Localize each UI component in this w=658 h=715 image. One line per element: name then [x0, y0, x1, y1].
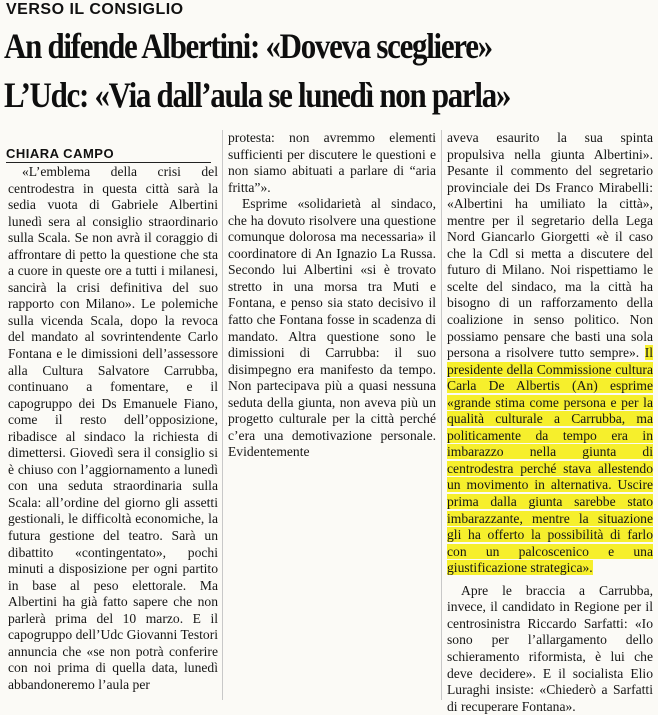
highlighted-passage: Il presidente della Commissione cultura Carla De Albertis (An) esprime «grande stima come persona e per la qualità culturale a Carrubba, ma politicamente da tempo era in imbarazzo nella giunta di centrodestra perché stava allestendo un movimento in alternativa. Uscire prima dalla giunta sarebbe stato imbarazzante, mentre la situazione gli ha offerto la possibilità di farlo con un palcoscenico e una giustificazione strategica». — [447, 345, 653, 576]
section-kicker: VERSO IL CONSIGLIO — [6, 1, 184, 18]
column-divider — [441, 130, 442, 700]
paragraph: «L’emblema della crisi del centrodestra in questa città sarà la sedia vuota di Gabriele Albertini lunedì sera al consiglio straordinario sulla Scala. Se non avrà il coraggio di affrontare di petto la questione che sta a cuore in queste ore a tutti i milanesi, sancirà la crisi definitiva del suo rapporto con Milano». Le polemiche sulla vicenda Scala, dopo la revoca del mandato al sovrintendente Carlo Fontana e le dimissioni dell’assessore alla Cultura Salvatore Carrubba, continuano a fomentare, e il capogruppo dei Ds Emanuele Fiano, come il resto dell’opposizione, ribadisce al sindaco la richiesta di dimettersi. Giovedì sera il consiglio si è chiuso con l’aggiornamento a lunedì con una seduta straordinaria sulla Scala: all’ordine del giorno gli assetti gestionali, le difficoltà economiche, la futura gestione del teatro. Sarà un dibattito «contingentato», pochi minuti a disposizione per ogni partito in base al peso elettorale. Ma Albertini ha già fatto sapere che non parlerà prima del 10 marzo. E il capogruppo dell’Udc Giovanni Testori annuncia che «se non potrà conferire con noi prima di quella data, lunedì abbandoneremo l’aula per — [8, 164, 218, 692]
paragraph-text: aveva esaurito la sua spinta propulsiva nella giunta Albertini». Pesante il commento del segretario provinciale dei Ds Franco Mirabelli: «Albertini ha umiliato la città», mentre per il segretario della Lega Nord Giancarlo Giorgetti «è il caso che la Cdl si metta a discutere del futuro di Milano. Noi rispettiamo le scelte del sindaco, ma la città ha bisogno di un rafforzamento della coalizione in senso politico. Non possiamo pensare che basti una sola persona a risolvere tutto sempre». — [447, 130, 653, 361]
headline-line-1: An difende Albertini: «Doveva scegliere» — [4, 26, 492, 66]
author-byline: CHIARA CAMPO — [6, 146, 211, 163]
headline-line-2: L’Udc: «Via dall’aula se lunedì non parla» — [4, 75, 511, 115]
article-column-2 — [228, 130, 436, 461]
article-column-3 — [447, 130, 653, 715]
paragraph — [447, 130, 653, 577]
article-column-1 — [8, 164, 218, 694]
paragraph: protesta: non avremmo elementi sufficienti per discutere le questioni e non siamo abituati a parlare di “aria fritta”». — [228, 130, 436, 195]
column-divider — [222, 130, 223, 700]
paragraph: Apre le braccia a Carrubba, invece, il candidato in Regione per il centrosinistra Riccardo Sarfatti: «Io sono per l’allargamento dello schieramento riformista, è lui che deve decidere». E il socialista Elio Luraghi insiste: «Chiederò a Sarfatti di recuperare Fontana». — [447, 582, 653, 714]
paragraph: Esprime «solidarietà al sindaco, che ha dovuto risolvere una questione comunque dolorosa ma necessaria» il coordinatore di An Ignazio La Russa. Secondo lui Albertini «si è trovato stretto in una morsa tra Muti e Fontana, e penso sia stato decisivo il fatto che Fontana fosse in scadenza di mandato. Altra questione sono le dimissioni di Carrubba: il suo disimpegno era manifesto da tempo. Non partecipava più a quasi nessuna seduta della giunta, non aveva più un progetto culturale per la città perché c’era una demotivazione personale. Evidentemente — [228, 196, 436, 460]
